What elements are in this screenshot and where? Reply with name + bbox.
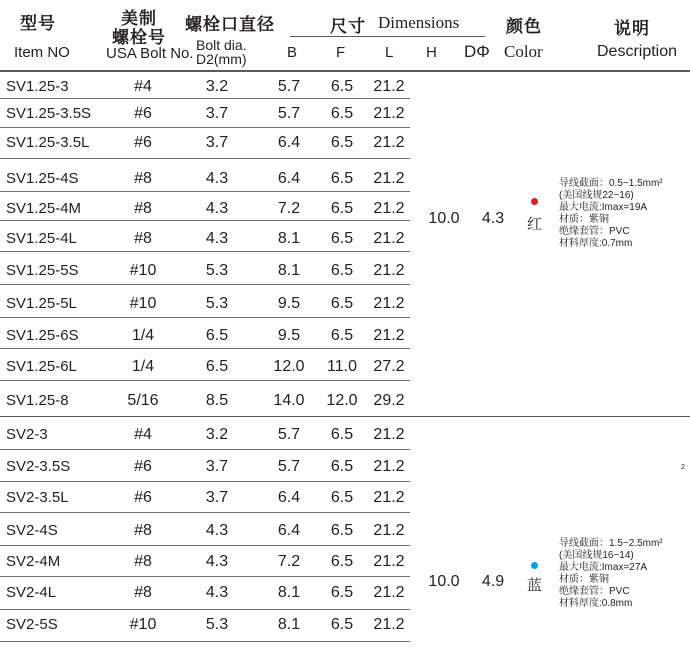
cell-f: 11.0 bbox=[327, 358, 357, 375]
cell-usa: #10 bbox=[129, 616, 157, 633]
header-usa-en: USA Bolt No. bbox=[106, 45, 194, 62]
description-line: 材料厚度:0.7mm bbox=[559, 238, 633, 249]
cell-item-no: SV1.25-6L bbox=[6, 358, 77, 375]
cell-d2: 3.7 bbox=[205, 489, 229, 506]
cell-l: 21.2 bbox=[373, 170, 405, 187]
cell-f: 6.5 bbox=[330, 458, 354, 475]
cell-usa: #4 bbox=[134, 426, 152, 443]
cell-item-no: SV1.25-5S bbox=[6, 262, 79, 279]
cell-d2: 4.3 bbox=[205, 200, 229, 217]
row-divider bbox=[0, 158, 410, 159]
cell-d2: 6.5 bbox=[205, 327, 229, 344]
cell-b: 14.0 bbox=[273, 392, 305, 409]
cell-usa: #8 bbox=[134, 522, 152, 539]
cell-item-no: SV1.25-4L bbox=[6, 230, 77, 247]
cell-usa: #8 bbox=[134, 553, 152, 570]
cell-item-no: SV2-3.5L bbox=[6, 489, 69, 506]
description-line: 材质：紫铜 bbox=[559, 214, 609, 225]
cell-d2: 4.3 bbox=[205, 230, 229, 247]
description-line: 材料厚度:0.8mm bbox=[559, 598, 633, 609]
header-bolt-en1: Bolt dia. bbox=[196, 37, 247, 53]
cell-l: 21.2 bbox=[373, 327, 405, 344]
row-divider bbox=[0, 220, 410, 221]
cell-usa: #10 bbox=[129, 295, 157, 312]
header-bottom-rule bbox=[0, 70, 690, 72]
cell-l: 27.2 bbox=[373, 358, 405, 375]
row-divider bbox=[0, 512, 410, 513]
cell-l: 21.2 bbox=[373, 200, 405, 217]
header-f: F bbox=[336, 44, 346, 61]
cell-item-no: SV1.25-4M bbox=[6, 200, 82, 217]
header-dphi: DΦ bbox=[464, 42, 490, 61]
header-item-en: Item NO bbox=[14, 44, 70, 61]
row-divider bbox=[0, 317, 410, 318]
cell-usa: #8 bbox=[134, 230, 152, 247]
cell-h: 10.0 bbox=[428, 210, 460, 227]
color-dot-icon bbox=[531, 562, 538, 569]
cell-usa: #8 bbox=[134, 170, 152, 187]
row-divider bbox=[0, 609, 410, 610]
description-line: (美国线规16~14) bbox=[559, 550, 634, 561]
description-line: 材质：紫铜 bbox=[559, 574, 609, 585]
row-divider bbox=[0, 98, 410, 99]
cell-item-no: SV1.25-8 bbox=[6, 392, 69, 409]
description-line: (美国线规22~16) bbox=[559, 190, 634, 201]
cell-f: 6.5 bbox=[330, 489, 354, 506]
cell-f: 6.5 bbox=[330, 616, 354, 633]
cell-b: 5.7 bbox=[277, 105, 301, 122]
cell-d2: 8.5 bbox=[205, 392, 229, 409]
row-divider bbox=[0, 576, 410, 577]
header-b: B bbox=[287, 44, 298, 61]
row-divider bbox=[0, 191, 410, 192]
row-divider bbox=[0, 127, 410, 128]
cell-f: 6.5 bbox=[330, 170, 354, 187]
header-color-cn: 颜色 bbox=[506, 17, 542, 36]
group-divider bbox=[0, 416, 690, 417]
row-divider bbox=[0, 481, 410, 482]
cell-f: 12.0 bbox=[326, 392, 358, 409]
cell-b: 5.7 bbox=[277, 458, 301, 475]
description-line: 导线截面：1.5~2.5mm² bbox=[559, 538, 663, 549]
cell-d2: 6.5 bbox=[205, 358, 229, 375]
cell-item-no: SV2-4M bbox=[6, 553, 61, 570]
cell-d2: 3.2 bbox=[205, 78, 229, 95]
cell-f: 6.5 bbox=[330, 426, 354, 443]
cell-f: 6.5 bbox=[330, 134, 354, 151]
row-divider bbox=[0, 348, 410, 349]
cell-l: 21.2 bbox=[373, 458, 405, 475]
cell-l: 21.2 bbox=[373, 616, 405, 633]
cell-item-no: SV1.25-3.5L bbox=[6, 134, 90, 151]
cell-d2: 4.3 bbox=[205, 553, 229, 570]
cell-item-no: SV2-3.5S bbox=[6, 458, 71, 475]
cell-item-no: SV2-3 bbox=[6, 426, 48, 443]
cell-l: 21.2 bbox=[373, 78, 405, 95]
cell-b: 5.7 bbox=[277, 426, 301, 443]
header-desc-cn: 说明 bbox=[614, 19, 650, 38]
cell-l: 21.2 bbox=[373, 230, 405, 247]
cell-dphi: 4.3 bbox=[481, 210, 505, 227]
cell-f: 6.5 bbox=[330, 522, 354, 539]
cell-b: 5.7 bbox=[277, 78, 301, 95]
cell-f: 6.5 bbox=[330, 230, 354, 247]
color-dot-icon bbox=[531, 198, 538, 205]
cell-usa: #10 bbox=[129, 262, 157, 279]
cell-d2: 3.2 bbox=[205, 426, 229, 443]
cell-usa: #8 bbox=[134, 200, 152, 217]
cell-f: 6.5 bbox=[330, 327, 354, 344]
header-dim-en: Dimensions bbox=[378, 13, 460, 32]
cell-item-no: SV1.25-5L bbox=[6, 295, 77, 312]
row-divider bbox=[0, 545, 410, 546]
cell-l: 29.2 bbox=[373, 392, 405, 409]
cell-l: 21.2 bbox=[373, 522, 405, 539]
cell-b: 6.4 bbox=[277, 170, 301, 187]
cell-b: 6.4 bbox=[277, 489, 301, 506]
description-line: 绝缘套管：PVC bbox=[559, 586, 630, 597]
cell-l: 21.2 bbox=[373, 426, 405, 443]
row-divider bbox=[0, 284, 410, 285]
cell-l: 21.2 bbox=[373, 295, 405, 312]
cell-f: 6.5 bbox=[330, 295, 354, 312]
cell-l: 21.2 bbox=[373, 262, 405, 279]
cell-d2: 3.7 bbox=[205, 134, 229, 151]
cell-item-no: SV1.25-6S bbox=[6, 327, 79, 344]
cell-item-no: SV2-4S bbox=[6, 522, 58, 539]
cell-usa: #6 bbox=[134, 489, 152, 506]
cell-l: 21.2 bbox=[373, 584, 405, 601]
header-bolt-cn: 螺栓口直径 bbox=[185, 15, 275, 34]
cell-f: 6.5 bbox=[330, 78, 354, 95]
header-desc-en: Description bbox=[597, 43, 678, 60]
cell-usa: #6 bbox=[134, 458, 152, 475]
cell-usa: #6 bbox=[134, 134, 152, 151]
header-dim-cn: 尺寸 bbox=[330, 17, 366, 36]
cell-f: 6.5 bbox=[330, 200, 354, 217]
cell-usa: #8 bbox=[134, 584, 152, 601]
cell-b: 9.5 bbox=[277, 327, 301, 344]
row-divider bbox=[0, 251, 410, 252]
cell-usa: #6 bbox=[134, 105, 152, 122]
cell-l: 21.2 bbox=[373, 105, 405, 122]
cell-d2: 3.7 bbox=[205, 458, 229, 475]
header-h: H bbox=[426, 44, 437, 61]
row-divider bbox=[0, 380, 410, 381]
cell-b: 8.1 bbox=[277, 262, 301, 279]
cell-f: 6.5 bbox=[330, 105, 354, 122]
cell-f: 6.5 bbox=[330, 584, 354, 601]
description-line: 导线截面：0.5~1.5mm² bbox=[559, 178, 663, 189]
cell-b: 9.5 bbox=[277, 295, 301, 312]
description-line: 最大电流:Imax=19A bbox=[559, 202, 648, 213]
cell-l: 21.2 bbox=[373, 134, 405, 151]
cell-color-name: 红 bbox=[527, 216, 543, 233]
row-divider bbox=[0, 449, 410, 450]
cell-d2: 3.7 bbox=[205, 105, 229, 122]
cell-h: 10.0 bbox=[428, 573, 460, 590]
header-bolt-en2: D2(mm) bbox=[196, 51, 247, 67]
header-usa-cn2: 螺栓号 bbox=[112, 28, 166, 47]
cell-usa: 1/4 bbox=[131, 327, 155, 344]
cell-usa: #4 bbox=[134, 78, 152, 95]
cell-item-no: SV2-4L bbox=[6, 584, 57, 601]
cell-d2: 4.3 bbox=[205, 584, 229, 601]
cell-item-no: SV1.25-3 bbox=[6, 78, 69, 95]
cell-item-no: SV2-5S bbox=[6, 616, 58, 633]
cell-b: 8.1 bbox=[277, 616, 301, 633]
header-color-en: Color bbox=[504, 42, 543, 61]
header-l: L bbox=[385, 44, 394, 61]
cell-usa: 1/4 bbox=[131, 358, 155, 375]
cell-b: 6.4 bbox=[277, 522, 301, 539]
cell-b: 8.1 bbox=[277, 584, 301, 601]
description-line: 最大电流:Imax=27A bbox=[559, 562, 648, 573]
cell-d2: 5.3 bbox=[205, 262, 229, 279]
cell-usa: 5/16 bbox=[127, 392, 159, 409]
cell-d2: 4.3 bbox=[205, 522, 229, 539]
cell-l: 21.2 bbox=[373, 489, 405, 506]
cell-item-no: SV1.25-4S bbox=[6, 170, 79, 187]
cell-item-no: SV1.25-3.5S bbox=[6, 105, 92, 122]
cell-d2: 5.3 bbox=[205, 295, 229, 312]
cell-dphi: 4.9 bbox=[481, 573, 505, 590]
cell-color-name: 蓝 bbox=[527, 577, 543, 594]
cell-f: 6.5 bbox=[330, 262, 354, 279]
header-item-cn: 型号 bbox=[20, 14, 56, 33]
cell-b: 7.2 bbox=[277, 200, 301, 217]
cell-d2: 4.3 bbox=[205, 170, 229, 187]
description-line: 绝缘套管：PVC bbox=[559, 226, 630, 237]
cell-b: 7.2 bbox=[277, 553, 301, 570]
cell-d2: 5.3 bbox=[205, 616, 229, 633]
cell-b: 8.1 bbox=[277, 230, 301, 247]
header-usa-cn1: 美制 bbox=[121, 9, 157, 28]
cell-b: 12.0 bbox=[273, 358, 305, 375]
row-divider bbox=[0, 641, 410, 642]
cell-b: 6.4 bbox=[277, 134, 301, 151]
cell-l: 21.2 bbox=[373, 553, 405, 570]
header-dim-divider bbox=[290, 36, 485, 37]
cell-f: 6.5 bbox=[330, 553, 354, 570]
stray-mark: 2 bbox=[681, 464, 685, 471]
